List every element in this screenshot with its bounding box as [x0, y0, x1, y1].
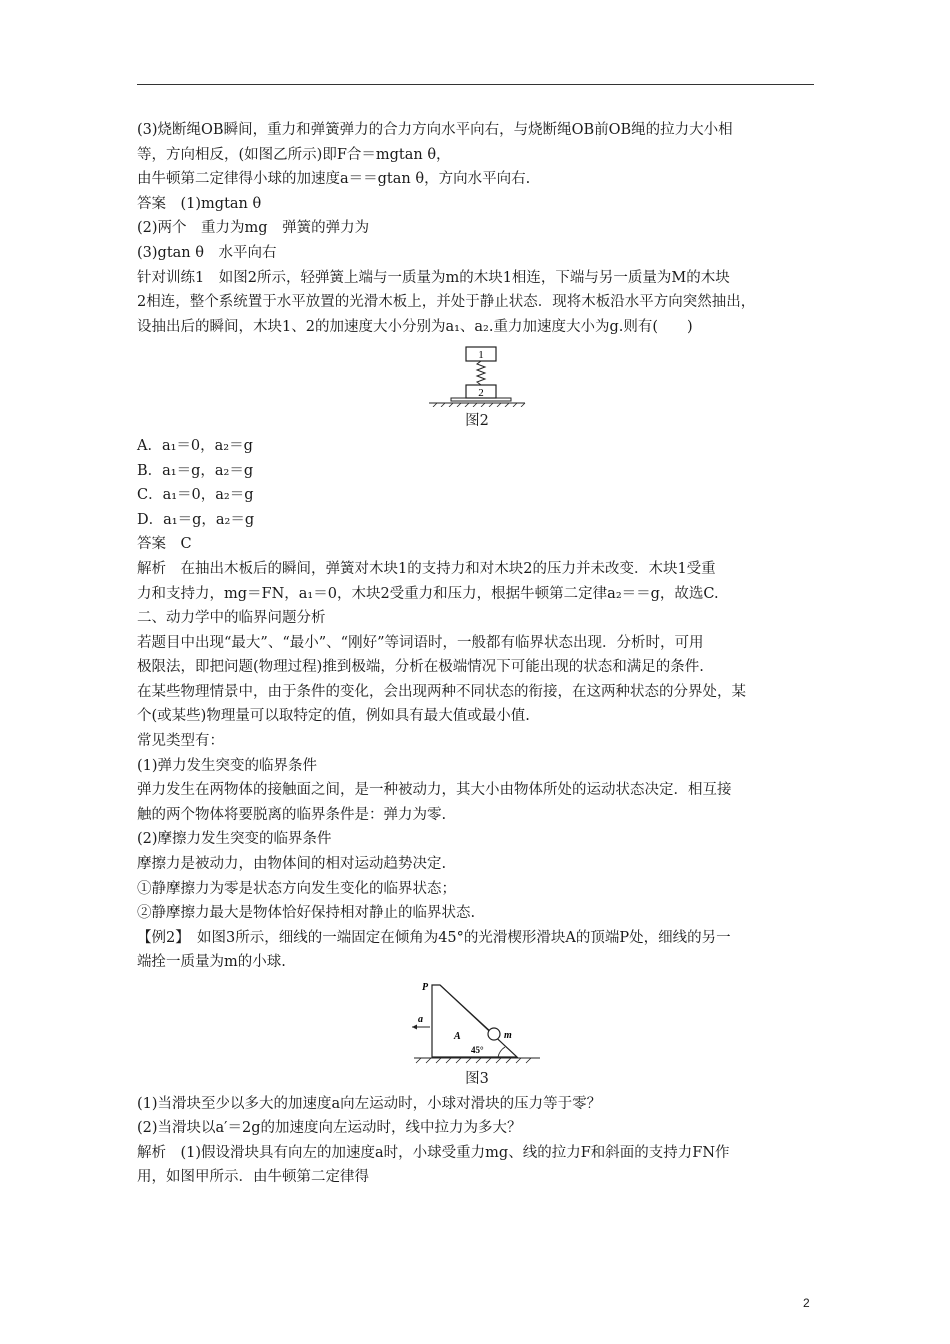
- text-line: 常见类型有：: [137, 733, 224, 750]
- thread: [440, 985, 490, 1031]
- figure-2: [137, 345, 817, 434]
- analysis-line: 力和支持力，mg＝FN，a₁＝0，木块2受重力和压力，根据牛顿第二定律a₂＝＝g，故选C.: [137, 585, 719, 602]
- spring-blocks-diagram: [427, 345, 527, 407]
- text-line: 触的两个物体将要脱离的临界条件是：弹力为零.: [137, 806, 447, 823]
- option-d: D．a₁＝g，a₂＝g: [137, 511, 255, 528]
- text-line: 弹力发生在两物体的接触面之间，是一种被动力，其大小由物体所处的运动状态决定．相互接: [137, 782, 732, 799]
- spring: [477, 361, 485, 385]
- figure-3: [137, 981, 817, 1092]
- option-a: A．a₁＝0，a₂＝g: [137, 437, 253, 454]
- text-line: 等，方向相反，(如图乙所示)即F合＝mgtan θ，: [137, 146, 451, 163]
- text-line: 极限法，即把问题(物理过程)推到极端，分析在极端情况下可能出现的状态和满足的条件.: [137, 659, 704, 676]
- angle-arc: [498, 1047, 505, 1057]
- analysis-line: 解析 (1)假设滑块具有向左的加速度a时，小球受重力mg、线的拉力F和斜面的支持力FN作: [137, 1144, 730, 1161]
- question-line: (2)当滑块以a′＝2g的加速度向左运动时，线中拉力为多大？: [137, 1120, 522, 1137]
- point-p-label: P: [422, 982, 429, 993]
- question-line: 设抽出后的瞬间，木块1、2的加速度大小分别为a₁、a₂.重力加速度大小为g.则有( ): [137, 318, 693, 335]
- answer-line: 答案 C: [137, 536, 192, 553]
- question-line: 针对训练1 如图2所示，轻弹簧上端与一质量为m的木块1相连，下端与另一质量为M的木块: [137, 269, 730, 286]
- block-2-label: 2: [478, 387, 484, 400]
- text-line: 若题目中出现“最大”、“最小”、“刚好”等词语时，一般都有临界状态出现．分析时，可用: [137, 634, 704, 651]
- section-heading: 二、动力学中的临界问题分析: [137, 610, 326, 627]
- board: [451, 398, 511, 401]
- answer-line: 答案 (1)mgtan θ: [137, 195, 262, 212]
- block-1-label: 1: [478, 349, 484, 362]
- wedge-label: A: [454, 1031, 461, 1042]
- text-line: 个(或某些)物理量可以取特定的值，例如具有最大值或最小值.: [137, 708, 530, 725]
- ball-label: m: [504, 1030, 512, 1041]
- question-line: 2相连，整个系统置于水平放置的光滑木板上，并处于静止状态．现将木板沿水平方向突然抽出，: [137, 294, 756, 311]
- text-line: ①静摩擦力为零是状态方向发生变化的临界状态；: [137, 880, 456, 897]
- text-line: 由牛顿第二定律得小球的加速度a＝＝gtan θ，方向水平向右.: [137, 171, 531, 188]
- ball: [488, 1028, 500, 1040]
- header-rule: [137, 84, 814, 85]
- figure-caption: 图2: [465, 413, 489, 430]
- analysis-line: 解析 在抽出木板后的瞬间，弹簧对木块1的支持力和对木块2的压力并未改变．木块1受重: [137, 560, 716, 577]
- example-line: 【例2】 如图3所示，细线的一端固定在倾角为45°的光滑楔形滑块A的顶端P处，细线的另一: [137, 929, 731, 946]
- option-b: B．a₁＝g，a₂＝g: [137, 462, 254, 479]
- page-body: [137, 118, 817, 1190]
- text-line: (2)摩擦力发生突变的临界条件: [137, 831, 332, 848]
- question-line: (1)当滑块至少以多大的加速度a向左运动时，小球对滑块的压力等于零？: [137, 1095, 602, 1112]
- answer-line: (3)gtan θ 水平向右: [137, 244, 277, 261]
- analysis-line: 用，如图甲所示．由牛顿第二定律得: [137, 1169, 369, 1186]
- ground-hatch: [416, 1058, 531, 1063]
- text-line: (3)烧断绳OB瞬间，重力和弹簧弹力的合力方向水平向右，与烧断绳OB前OB绳的拉力大小相: [137, 122, 733, 138]
- text-line: ②静摩擦力最大是物体恰好保持相对静止的临界状态.: [137, 905, 476, 922]
- text-line: 在某些物理情景中，由于条件的变化，会出现两种不同状态的衔接，在这两种状态的分界处，某: [137, 683, 746, 700]
- answer-line: (2)两个 重力为mg 弹簧的弹力为: [137, 220, 370, 237]
- page-number: 2: [803, 1296, 810, 1310]
- example-line: 端拴一质量为m的小球.: [137, 954, 286, 971]
- option-c: C．a₁＝0，a₂＝g: [137, 487, 254, 504]
- text-line: (1)弹力发生突变的临界条件: [137, 757, 318, 774]
- figure-caption: 图3: [465, 1071, 489, 1087]
- arrow-head-icon: [412, 1025, 417, 1030]
- ground-hatch: [433, 403, 525, 407]
- angle-label: 45°: [471, 1045, 484, 1055]
- wedge-diagram: [412, 981, 542, 1067]
- accel-label: a: [418, 1014, 423, 1025]
- text-line: 摩擦力是被动力，由物体间的相对运动趋势决定.: [137, 856, 447, 873]
